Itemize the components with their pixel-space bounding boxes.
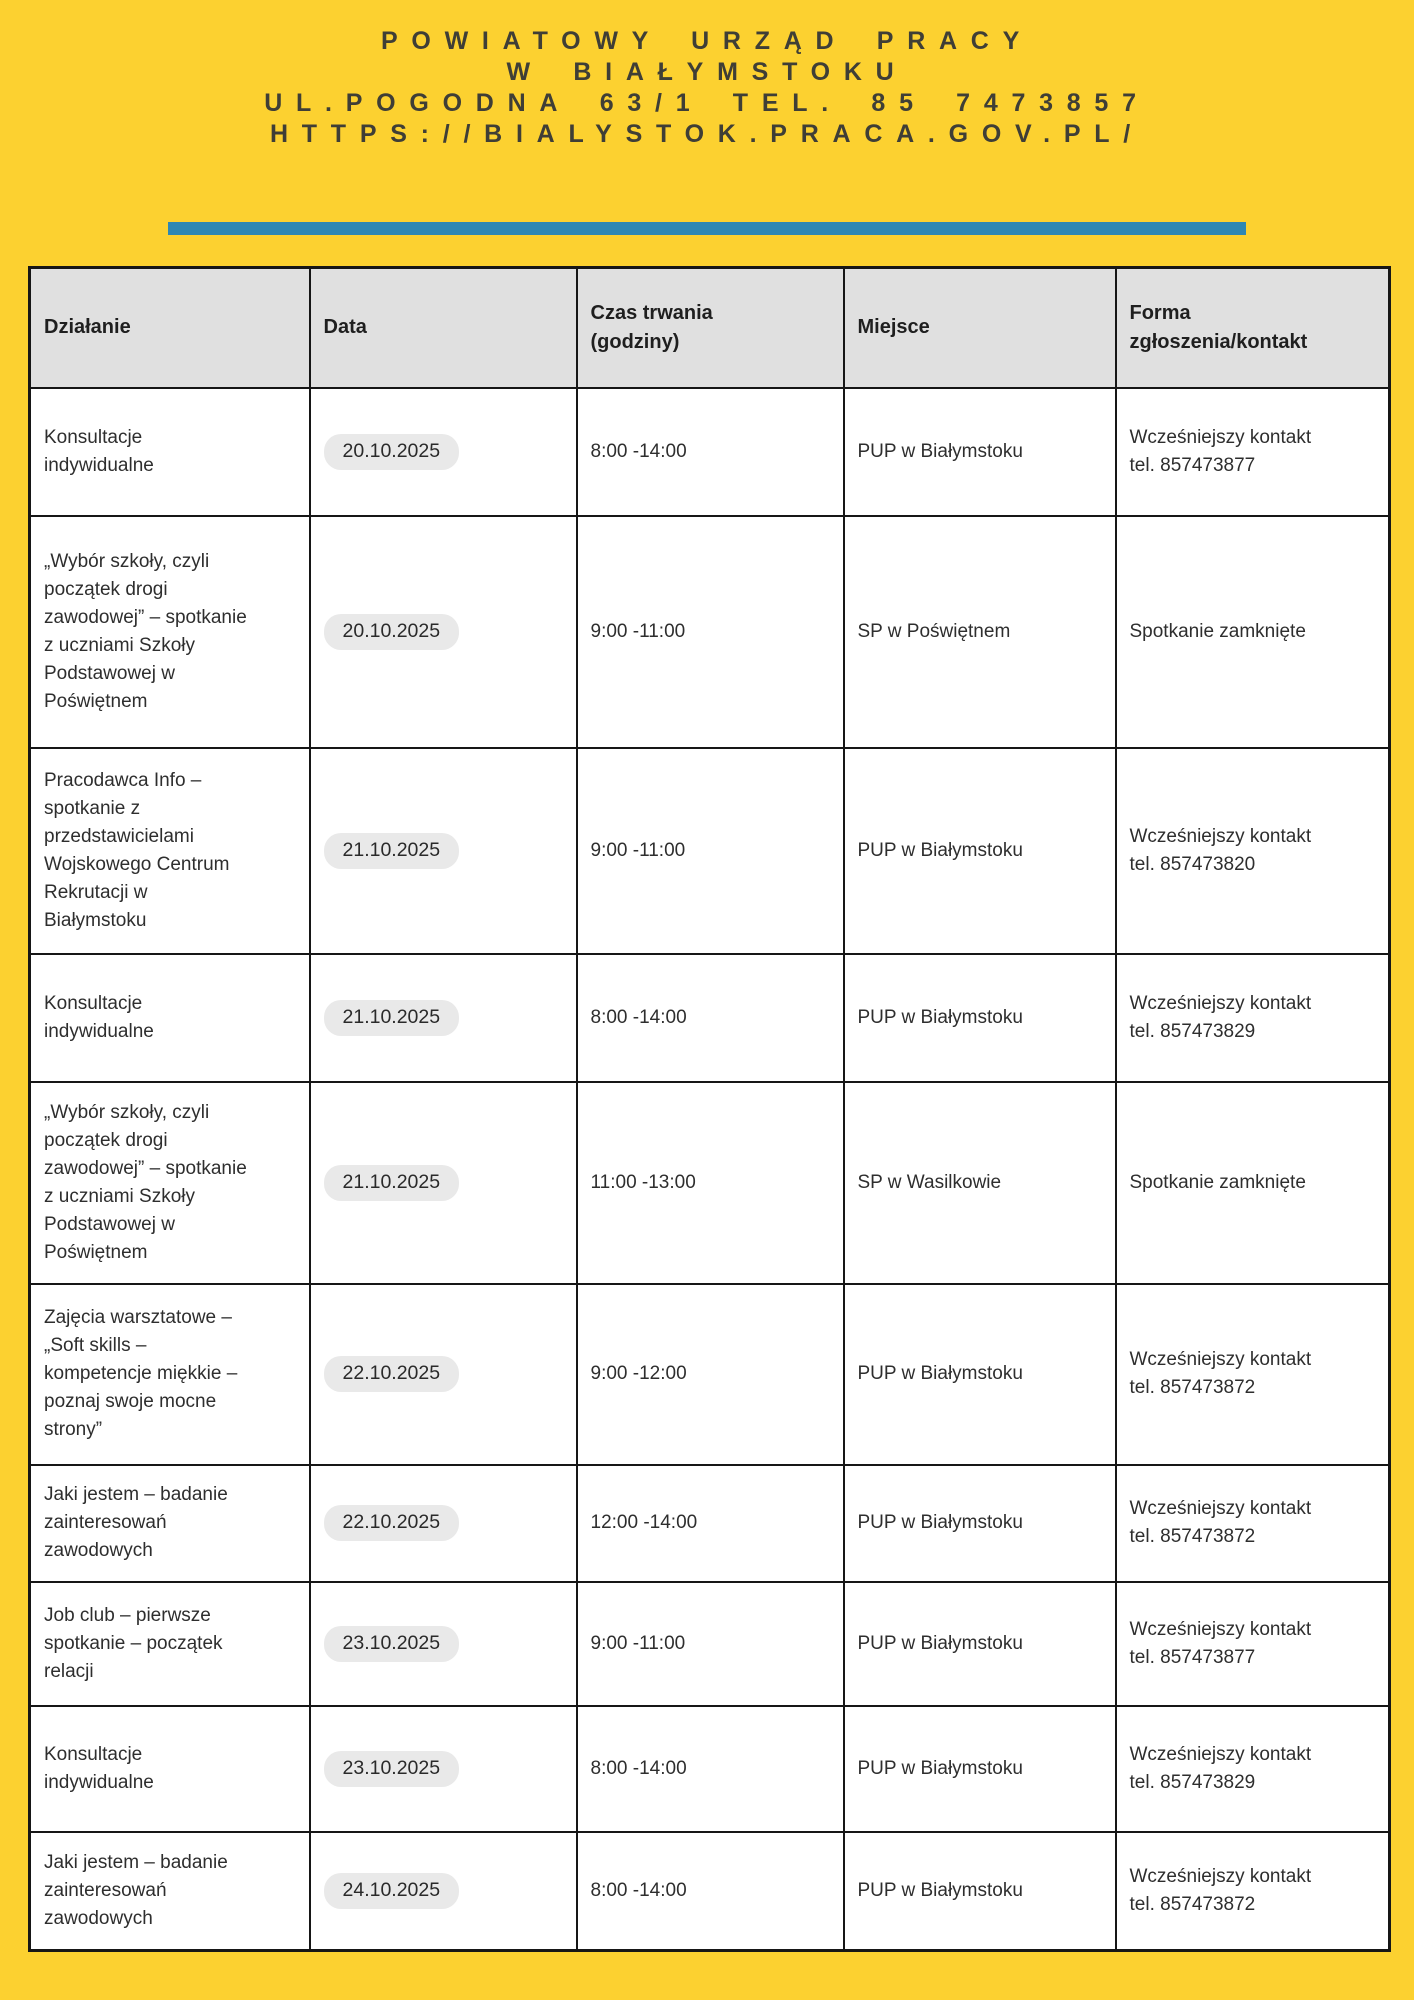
activity-text: Jaki jestem – badanie zainteresowań zawodowych (44, 1484, 228, 1561)
date-badge: 21.10.2025 (324, 1000, 460, 1036)
activity-text: „Wybór szkoły, czyli początek drogi zawodowej” – spotkanie z uczniami Szkoły Podstawowej w Poświętnem (44, 550, 247, 712)
duration-cell (577, 388, 844, 516)
contact-text: Spotkanie zamknięte (1129, 1171, 1306, 1193)
col-header-date (310, 268, 577, 388)
contact-text: Wcześniejszy kontakt tel. 857473872 (1129, 1865, 1312, 1915)
place-text: PUP w Białymstoku (857, 1757, 1023, 1779)
activity-text: Jaki jestem – badanie zainteresowań zawodowych (44, 1851, 228, 1929)
table-row (30, 1706, 1390, 1832)
col-header-place (844, 268, 1116, 388)
duration-text: 8:00 -14:00 (590, 1879, 687, 1901)
activity-cell (30, 1284, 310, 1465)
activity-text: Pracodawca Info – spotkanie z przedstawicielami Wojskowego Centrum Rekrutacji w Białymstoku (44, 769, 230, 931)
date-cell (310, 1582, 577, 1706)
date-badge: 24.10.2025 (324, 1873, 460, 1909)
duration-cell (577, 1284, 844, 1465)
date-badge: 23.10.2025 (324, 1751, 460, 1787)
table-row (30, 1832, 1390, 1951)
table-row (30, 516, 1390, 748)
place-cell (844, 516, 1116, 748)
duration-cell (577, 954, 844, 1082)
duration-text: 9:00 -11:00 (590, 1632, 686, 1654)
activity-cell (30, 1832, 310, 1951)
duration-cell (577, 1082, 844, 1284)
place-cell (844, 1082, 1116, 1284)
activity-text: Konsultacje indywidualne (44, 992, 154, 1042)
date-badge: 22.10.2025 (324, 1356, 460, 1392)
col-header-duration (577, 268, 844, 388)
duration-text: 11:00 -13:00 (590, 1171, 696, 1193)
contact-text: Wcześniejszy kontakt tel. 857473829 (1129, 1743, 1312, 1793)
col-header-contact-label: Forma zgłoszenia/kontakt (1129, 301, 1308, 353)
col-header-activity-label: Działanie (44, 316, 131, 339)
table-row (30, 1465, 1390, 1582)
masthead (0, 0, 1414, 150)
date-badge: 21.10.2025 (324, 833, 460, 869)
contact-text: Wcześniejszy kontakt tel. 857473877 (1129, 1618, 1312, 1668)
activity-cell (30, 1082, 310, 1284)
date-badge: 22.10.2025 (324, 1505, 460, 1541)
col-header-contact (1116, 268, 1390, 388)
duration-text: 8:00 -14:00 (590, 440, 687, 462)
date-cell (310, 954, 577, 1082)
contact-cell (1116, 1706, 1390, 1832)
date-badge: 20.10.2025 (324, 434, 460, 470)
activity-text: „Wybór szkoły, czyli początek drogi zawodowej” – spotkanie z uczniami Szkoły Podstawowej w Poświętnem (44, 1101, 247, 1263)
contact-text: Wcześniejszy kontakt tel. 857473820 (1129, 825, 1312, 875)
activity-cell (30, 1582, 310, 1706)
place-text: PUP w Białymstoku (857, 1006, 1023, 1028)
activity-cell (30, 1465, 310, 1582)
org-address-phone: UL.POGODNA 63/1 TEL. 85 7473857 (264, 89, 1150, 117)
duration-text: 9:00 -11:00 (590, 839, 686, 861)
activity-cell (30, 516, 310, 748)
date-cell (310, 1706, 577, 1832)
place-cell (844, 1582, 1116, 1706)
duration-cell (577, 1832, 844, 1951)
date-badge: 20.10.2025 (324, 614, 460, 650)
date-cell (310, 388, 577, 516)
place-cell (844, 1284, 1116, 1465)
place-cell (844, 954, 1116, 1082)
table-row (30, 748, 1390, 954)
contact-cell (1116, 1465, 1390, 1582)
duration-text: 8:00 -14:00 (590, 1006, 687, 1028)
table-header-row (30, 268, 1390, 388)
table-row (30, 388, 1390, 516)
contact-cell (1116, 516, 1390, 748)
duration-text: 12:00 -14:00 (590, 1512, 698, 1533)
activity-cell (30, 1706, 310, 1832)
contact-text: Spotkanie zamknięte (1129, 620, 1306, 642)
table-row (30, 1284, 1390, 1465)
contact-text: Wcześniejszy kontakt tel. 857473872 (1129, 1349, 1312, 1398)
col-header-duration-label: Czas trwania (godziny) (590, 301, 713, 353)
place-text: PUP w Białymstoku (857, 1632, 1023, 1654)
contact-text: Wcześniejszy kontakt tel. 857473872 (1129, 1498, 1312, 1547)
date-cell (310, 1832, 577, 1951)
place-text: PUP w Białymstoku (857, 1363, 1023, 1384)
place-text: SP w Poświętnem (857, 620, 1011, 642)
col-header-activity (30, 268, 310, 388)
org-name-line-2: W BIAŁYMSTOKU (506, 58, 908, 86)
activity-text: Konsultacje indywidualne (44, 1743, 154, 1793)
contact-cell (1116, 1082, 1390, 1284)
place-cell (844, 748, 1116, 954)
table-row (30, 954, 1390, 1082)
duration-cell (577, 516, 844, 748)
place-cell (844, 388, 1116, 516)
duration-cell (577, 748, 844, 954)
org-website: HTTPS://BIALYSTOK.PRACA.GOV.PL/ (269, 120, 1144, 148)
date-cell (310, 1082, 577, 1284)
place-cell (844, 1465, 1116, 1582)
duration-text: 9:00 -12:00 (590, 1363, 687, 1384)
activity-text: Zajęcia warsztatowe – „Soft skills – kompetencje miękkie – poznaj swoje mocne strony” (44, 1307, 238, 1440)
contact-cell (1116, 954, 1390, 1082)
table-row (30, 1082, 1390, 1284)
place-text: PUP w Białymstoku (857, 839, 1023, 861)
date-cell (310, 1465, 577, 1582)
contact-cell (1116, 748, 1390, 954)
accent-bar (168, 222, 1246, 235)
date-cell (310, 1284, 577, 1465)
activity-cell (30, 748, 310, 954)
contact-text: Wcześniejszy kontakt tel. 857473829 (1129, 992, 1312, 1042)
duration-cell (577, 1465, 844, 1582)
date-badge: 21.10.2025 (324, 1165, 460, 1201)
contact-text: Wcześniejszy kontakt tel. 857473877 (1129, 426, 1312, 476)
duration-text: 8:00 -14:00 (590, 1757, 687, 1779)
col-header-date-label: Data (323, 316, 367, 339)
place-cell (844, 1832, 1116, 1951)
date-badge: 23.10.2025 (324, 1626, 460, 1662)
contact-cell (1116, 1582, 1390, 1706)
place-text: SP w Wasilkowie (857, 1171, 1002, 1193)
contact-cell (1116, 388, 1390, 516)
place-text: PUP w Białymstoku (857, 440, 1023, 462)
activity-cell (30, 954, 310, 1082)
place-cell (844, 1706, 1116, 1832)
activity-text: Job club – pierwsze spotkanie – początek relacji (44, 1604, 223, 1682)
place-text: PUP w Białymstoku (857, 1879, 1023, 1901)
contact-cell (1116, 1832, 1390, 1951)
duration-text: 9:00 -11:00 (590, 620, 686, 642)
date-cell (310, 516, 577, 748)
org-name-line-1: POWIATOWY URZĄD PRACY (380, 27, 1034, 55)
contact-cell (1116, 1284, 1390, 1465)
table-row (30, 1582, 1390, 1706)
col-header-place-label: Miejsce (857, 316, 930, 339)
schedule-table (28, 266, 1391, 1952)
date-cell (310, 748, 577, 954)
activity-text: Konsultacje indywidualne (44, 426, 154, 476)
place-text: PUP w Białymstoku (857, 1512, 1023, 1533)
activity-cell (30, 388, 310, 516)
duration-cell (577, 1706, 844, 1832)
duration-cell (577, 1582, 844, 1706)
